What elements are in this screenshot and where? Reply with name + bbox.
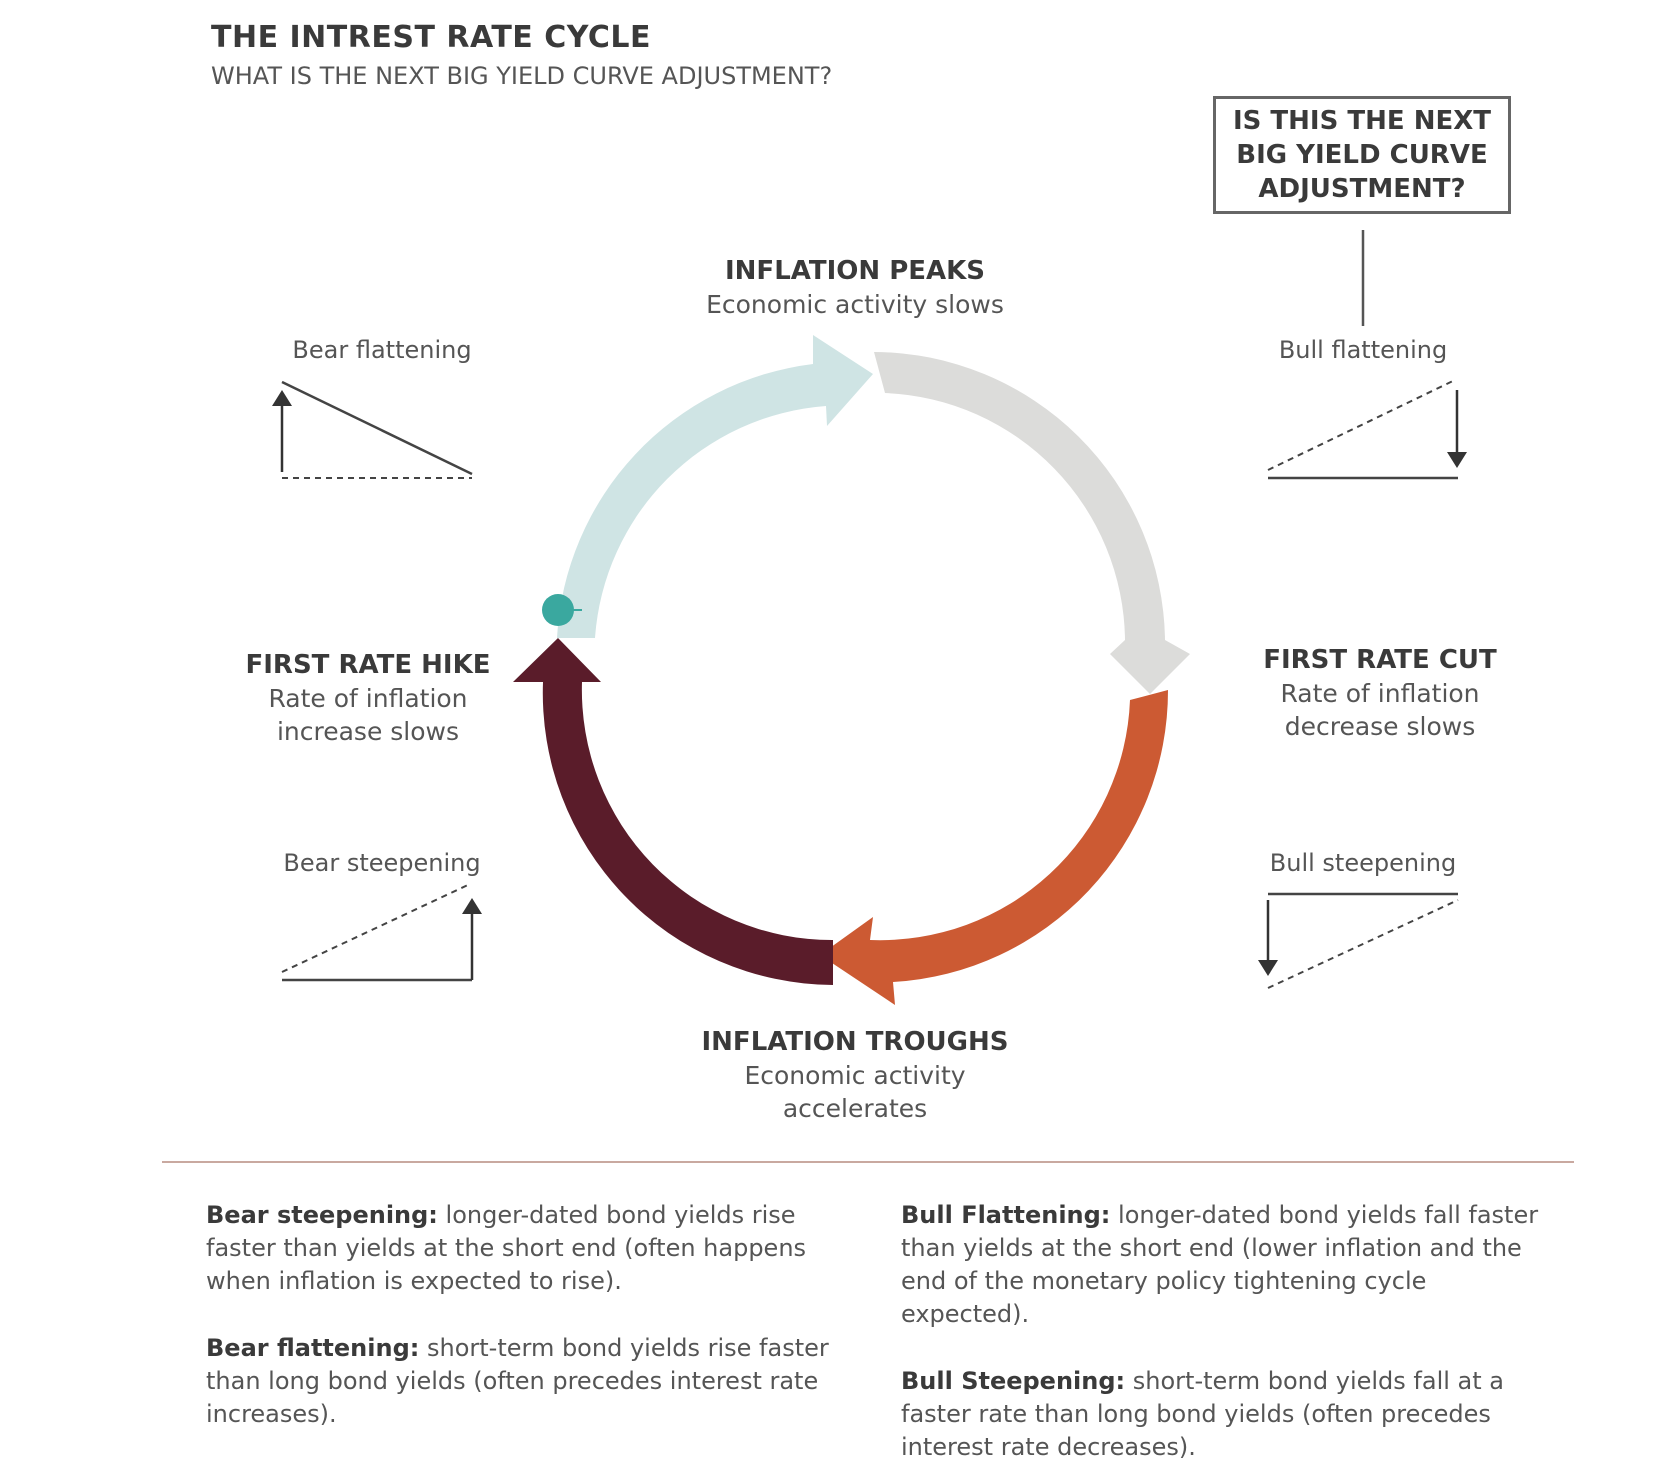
definition-term: Bear flattening: [206, 1334, 420, 1362]
definition-bear-steepening [206, 1199, 846, 1298]
label-bear-flattening: Bear flattening [292, 336, 472, 364]
definition-term: Bull Flattening: [901, 1201, 1111, 1229]
definition-text: longer-dated bond yields rise faster than yields at the short end (often happens when inflation is expected to rise). [206, 1201, 807, 1295]
stage-inflation-peaks [650, 254, 1060, 321]
cycle-arc-falling-inflation [820, 690, 1168, 1005]
section-divider [162, 1161, 1574, 1163]
label-bear-steepening: Bear steepening [283, 849, 481, 877]
label-bull-flattening: Bull flattening [1278, 336, 1448, 364]
stage-inflation-troughs [640, 1025, 1070, 1125]
stage-heading: INFLATION TROUGHS [701, 1027, 1009, 1057]
stage-description-line2: decrease slows [1284, 712, 1476, 741]
current-position-marker [542, 594, 574, 626]
stage-heading: FIRST RATE HIKE [245, 650, 491, 680]
definition-term: Bear steepening: [206, 1201, 438, 1229]
stage-heading: FIRST RATE CUT [1263, 645, 1497, 675]
definition-bear-flattening [206, 1332, 846, 1431]
definition-term: Bull Steepening: [901, 1367, 1126, 1395]
bull-flattening-icon [1268, 380, 1467, 478]
callout-text: IS THIS THE NEXT BIG YIELD CURVE ADJUSTMENT? [1232, 106, 1491, 204]
stage-description-line1: Economic activity [744, 1061, 966, 1090]
stage-heading: INFLATION PEAKS [725, 256, 985, 286]
definition-text: short-term bond yields rise faster than long bond yields (often precedes interest rate increases). [206, 1334, 829, 1428]
stage-description-line2: increase slows [276, 717, 460, 746]
definition-text: longer-dated bond yields fall faster than yields at the short end (lower inflation and the end of the monetary policy tightening cycle expected). [901, 1201, 1539, 1328]
cycle-arc-slowing-activity [874, 352, 1190, 694]
definition-bull-steepening [901, 1365, 1541, 1464]
stage-description-line1: Rate of inflation [1280, 679, 1480, 708]
definition-bull-flattening [901, 1199, 1541, 1331]
stage-first-rate-cut [1230, 643, 1530, 743]
definition-text: short-term bond yields fall at a faster rate than long bond yields (often precedes interest rate decreases). [901, 1367, 1504, 1461]
stage-first-rate-hike [218, 648, 518, 748]
stage-description-line2: accelerates [782, 1094, 928, 1123]
stage-description: Economic activity slows [706, 290, 1004, 319]
label-bull-steepening: Bull steepening [1269, 849, 1457, 877]
stage-description-line1: Rate of inflation [268, 684, 468, 713]
bear-steepening-icon [282, 884, 482, 980]
diagram-subtitle: WHAT IS THE NEXT BIG YIELD CURVE ADJUSTMENT? [211, 62, 833, 90]
cycle-arc-accelerating-activity [513, 638, 833, 985]
cycle-arc-rising-inflation [557, 335, 873, 638]
bull-steepening-icon [1258, 894, 1458, 988]
bear-flattening-icon [272, 382, 472, 478]
diagram-title: THE INTREST RATE CYCLE [211, 20, 652, 55]
